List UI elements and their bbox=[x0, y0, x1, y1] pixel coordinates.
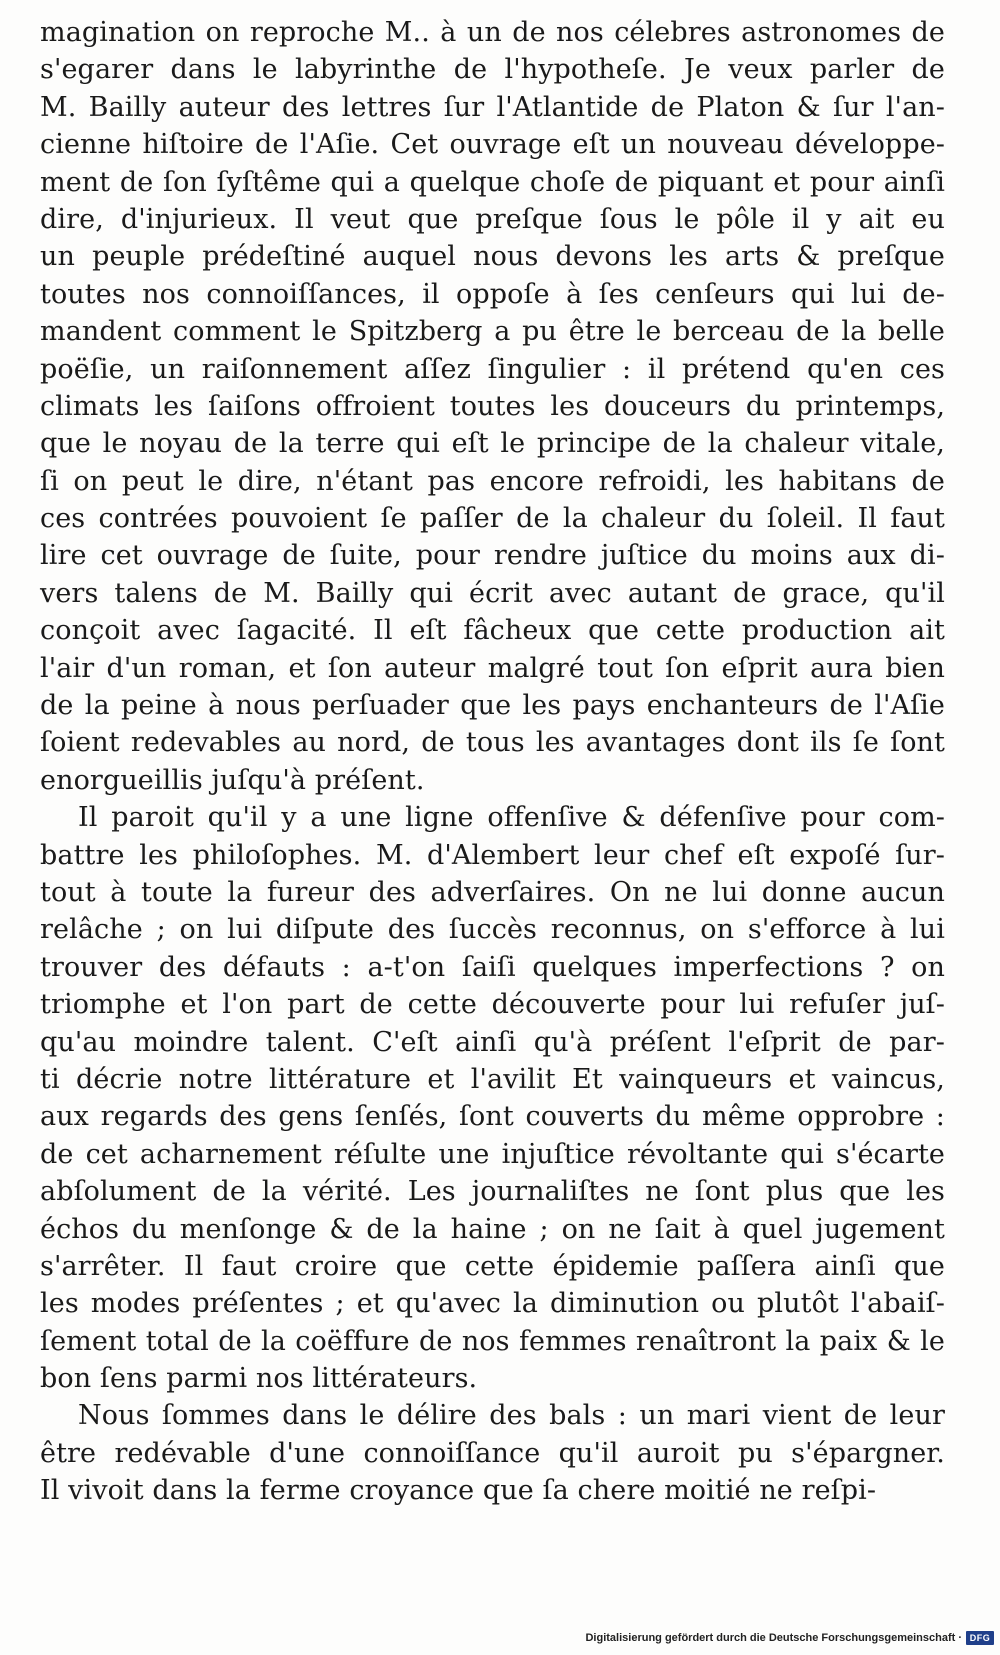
text-line: ment de ſon ſyſtême qui a quelque choſe de piquant et pour ainſi bbox=[40, 166, 945, 198]
text-line: de cet acharnement réſulte une injuſtice révoltante qui s'écarte bbox=[40, 1138, 945, 1170]
text-line: relâche ; on lui diſpute des ſuccès reconnus, on s'efforce à lui bbox=[40, 914, 945, 946]
text-line: de la peine à nous perſuader que les pays enchanteurs de l'Aſie bbox=[40, 690, 945, 722]
text-line: ces contrées pouvoient ſe paſſer de la chaleur du ſoleil. Il faut bbox=[40, 503, 945, 535]
text-line: Il paroit qu'il y a une ligne offenſive & défenſive pour com- bbox=[78, 802, 945, 834]
text-line: battre les philoſophes. M. d'Alembert leur chef eſt expoſé ſur- bbox=[40, 839, 945, 871]
text-line: un peuple prédeſtiné auquel nous devons les arts & preſque bbox=[40, 241, 945, 273]
text-line: tout à toute la fureur des adverſaires. On ne lui donne aucun bbox=[40, 876, 945, 908]
text-line: abſolument de la vérité. Les journaliſtes ne ſont plus que les bbox=[40, 1176, 945, 1208]
text-line: dire, d'injurieux. Il veut que preſque ſous le pôle il y ait eu bbox=[40, 203, 945, 235]
text-line: triomphe et l'on part de cette découverte pour lui refuſer juſ- bbox=[40, 989, 945, 1021]
text-line: qu'au moindre talent. C'eſt ainſi qu'à préſent l'eſprit de par- bbox=[40, 1026, 945, 1058]
text-line: M. Bailly auteur des lettres ſur l'Atlantide de Platon & ſur l'an- bbox=[40, 91, 945, 123]
text-line: les modes préſentes ; et qu'avec la diminution ou plutôt l'abaiſ- bbox=[40, 1288, 945, 1320]
text-line: mandent comment le Spitzberg a pu être le berceau de la belle bbox=[40, 316, 945, 348]
text-line: que le noyau de la terre qui eſt le principe de la chaleur vitale, bbox=[40, 428, 945, 460]
text-line: ſi on peut le dire, n'étant pas encore refroidi, les habitans de bbox=[40, 465, 945, 497]
text-line: aux regards des gens ſenſés, ſont couverts du même opprobre : bbox=[40, 1101, 945, 1133]
text-line: Il vivoit dans la ferme croyance que ſa chere moitié ne reſpi- bbox=[40, 1475, 877, 1507]
text-line: cienne hiſtoire de l'Aſie. Cet ouvrage eſt un nouveau développe- bbox=[40, 129, 945, 161]
text-line: s'arrêter. Il faut croire que cette épidemie paſſera ainſi que bbox=[40, 1250, 945, 1282]
text-line: bon ſens parmi nos littérateurs. bbox=[40, 1363, 478, 1395]
text-line: trouver des défauts : a-t'on ſaiſi quelques imperfections ? on bbox=[40, 951, 945, 983]
text-line: toutes nos connoiſſances, il oppoſe à ſes cenſeurs qui lui de- bbox=[40, 278, 945, 310]
body-text bbox=[40, 14, 945, 1510]
text-line: lire cet ouvrage de ſuite, pour rendre juſtice du moins aux di- bbox=[40, 540, 945, 572]
text-line: vers talens de M. Bailly qui écrit avec autant de grace, qu'il bbox=[40, 577, 945, 609]
text-line: échos du menſonge & de la haine ; on ne ſait à quel jugement bbox=[40, 1213, 945, 1245]
footer-credit bbox=[585, 1627, 994, 1649]
text-line: ſement total de la coëffure de nos femmes renaîtront la paix & le bbox=[40, 1325, 945, 1357]
text-line: ſoient redevables au nord, de tous les avantages dont ils ſe ſont bbox=[40, 727, 945, 759]
text-line: enorgueillis juſqu'à préſent. bbox=[40, 764, 425, 796]
dfg-logo-icon: DFG bbox=[966, 1631, 994, 1645]
text-line: être redévable d'une connoiſſance qu'il auroit pu s'épargner. bbox=[40, 1437, 945, 1469]
text-line: l'air d'un roman, et ſon auteur malgré tout ſon eſprit aura bien bbox=[40, 652, 945, 684]
text-line: poëſie, un raiſonnement aſſez ſingulier : il prétend qu'en ces bbox=[40, 353, 945, 385]
text-line: magination on reproche M.. à un de nos célebres astronomes de bbox=[40, 17, 945, 48]
text-line: s'egarer dans le labyrinthe de l'hypotheſe. Je veux parler de bbox=[40, 54, 945, 86]
text-line: climats les ſaiſons offroient toutes les douceurs du printemps, bbox=[40, 390, 945, 422]
text-line: conçoit avec ſagacité. Il eſt fâcheux que cette production ait bbox=[40, 615, 945, 647]
footer-text: Digitalisierung gefördert durch die Deutsche Forschungsgemeinschaft · bbox=[585, 1632, 962, 1644]
text-line: Nous ſommes dans le délire des bals : un mari vient de leur bbox=[78, 1400, 945, 1432]
text-line: ti décrie notre littérature et l'avilit Et vainqueurs et vaincus, bbox=[40, 1063, 945, 1095]
